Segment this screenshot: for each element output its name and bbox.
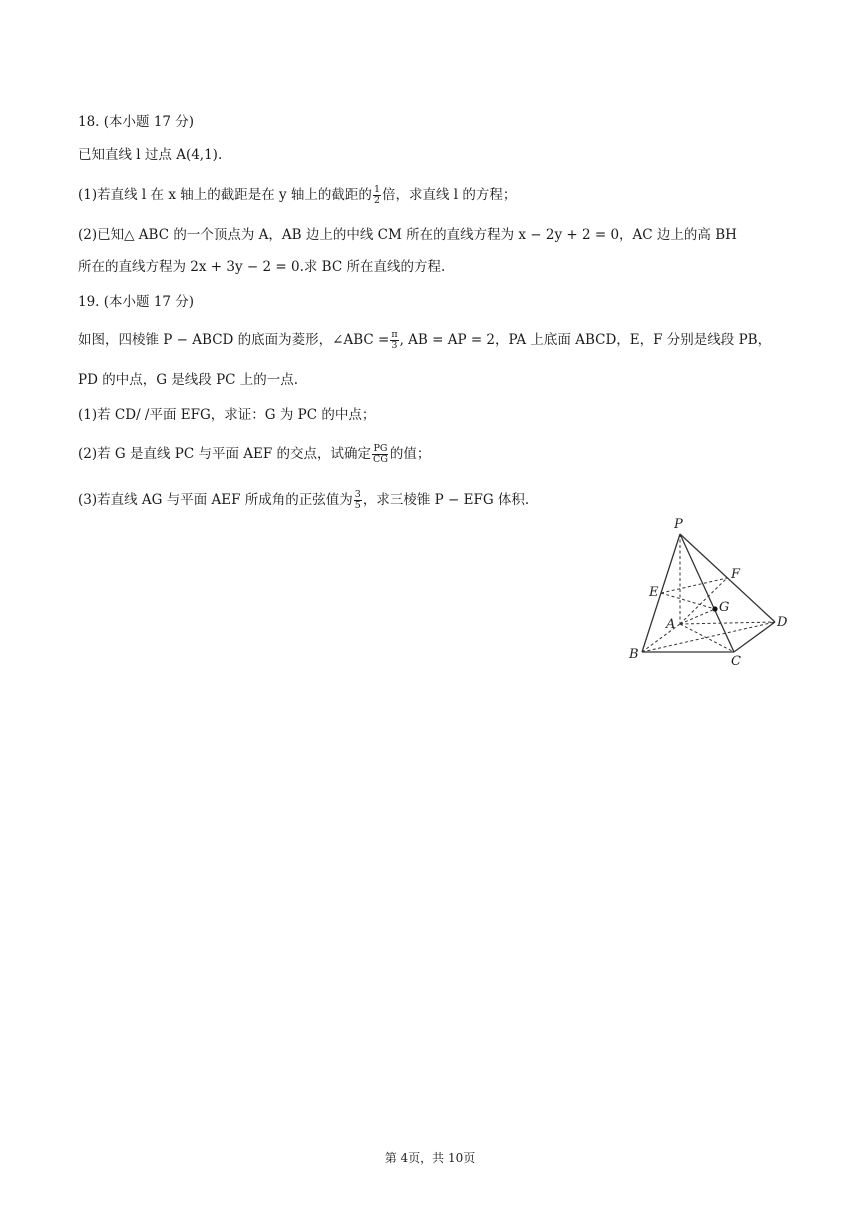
edge-pc [680,534,734,652]
q18-part1 [78,185,516,206]
edge-ad [680,622,775,624]
label-e: E [649,585,659,600]
q19-part2-text-a: (2)若 G 是直线 PC 与平面 AEF 的交点，试确定 [78,446,372,462]
segment-eg [661,593,715,609]
fraction-numerator: 1 [373,184,380,195]
q18-part2-line2: 所在的直线方程为 2x + 3y − 2 = 0.求 BC 所在直线的方程. [78,259,446,275]
q18-part2-line1: (2)已知△ ABC 的一个顶点为 A，AB 边上的中线 CM 所在的直线方程为 x − 2y + 2 = 0，AC 边上的高 BH [78,227,737,243]
q19-stem-line1 [78,330,771,351]
q19-header: 19. (本小题 17 分) [78,294,195,310]
label-d: D [777,615,788,630]
q19-part3-text-a: (3)若直线 AG 与平面 AEF 所成角的正弦值为 [78,492,353,508]
q19-part3-text-b: ，求三棱锥 P − EFG 体积. [362,492,530,508]
label-p: P [674,517,683,532]
label-b: B [629,647,639,662]
q18-part1-text-b: 倍，求直线 l 的方程； [381,187,517,203]
q19-part3 [78,490,529,511]
label-f: F [731,567,741,582]
q18-stem: 已知直线 l 过点 A(4,1). [78,147,223,163]
q19-part1: (1)若 CD/ /平面 EFG，求证：G 为 PC 的中点； [78,407,376,423]
q18-header: 18. (本小题 17 分) [78,114,195,130]
fraction-pi-over-3 [390,330,398,351]
fraction-denominator: CG [373,454,388,465]
fraction-pg-cg [372,444,389,465]
q19-part2 [78,444,430,465]
label-g: G [719,600,730,615]
label-a: A [666,617,676,632]
fraction-half [373,185,381,206]
point-g [712,606,717,611]
label-c: C [731,654,741,669]
fraction-numerator: 3 [354,489,361,500]
q19-stem-text-b: , AB = AP = 2，PA 上底面 ABCD，E，F 分别是线段 PB， [399,332,772,348]
fraction-three-fifths [354,490,362,511]
fraction-denominator: 3 [391,340,398,351]
fraction-denominator: 5 [354,500,361,511]
fraction-numerator: PG [373,443,388,454]
edge-cd [734,622,775,652]
q18-part1-text-a: (1)若直线 l 在 x 轴上的截距是在 y 轴上的截距的 [78,187,372,203]
q19-stem-line2: PD 的中点，G 是线段 PC 上的一点. [78,372,299,388]
pyramid-figure [620,512,810,672]
page-footer: 第 4页，共 10页 [384,1151,476,1165]
segment-ef [661,578,727,593]
fraction-numerator: π [391,329,398,340]
fraction-denominator: 2 [373,195,380,206]
edge-ac [680,624,734,652]
q19-part2-text-b: 的值； [389,446,431,462]
segment-ag [680,609,715,624]
q19-stem-text-a: 如图，四棱锥 P − ABCD 的底面为菱形，∠ABC = [78,332,390,348]
